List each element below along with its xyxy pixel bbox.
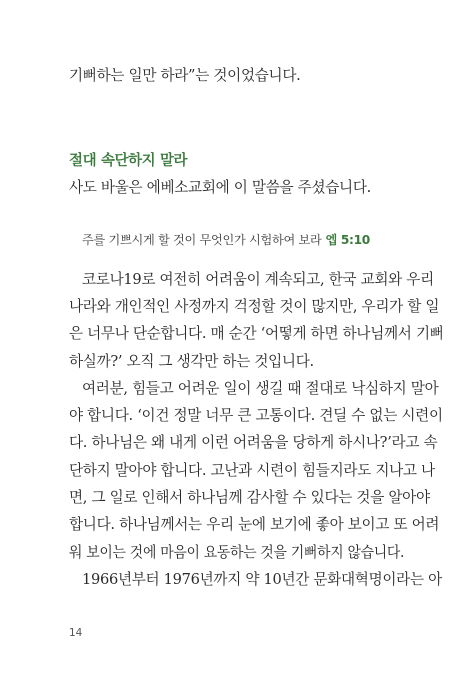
paragraph-2-line-4: 단하지 말아야 합니다. 고난과 시련이 힘들지라도 지나고 나 [69, 462, 435, 479]
verse-reference: 엡 5:10 [325, 233, 370, 247]
paragraph-2-line-5: 면, 그 일로 인해서 하나님께 감사할 수 있다는 것을 알아야 [69, 489, 430, 506]
paragraph-1-line-2: 나라와 개인적인 사정까지 걱정할 것이 많지만, 우리가 할 일 [69, 298, 440, 315]
paragraph-1-line-1: 코로나19로 여전히 어려움이 계속되고, 한국 교회와 우리 [82, 271, 434, 288]
opening-line: 기뻐하는 일만 하라”는 것이었습니다. [69, 67, 301, 84]
paragraph-2-line-3: 다. 하나님은 왜 내게 이런 어려움을 당하게 하시나?’라고 속 [69, 434, 438, 451]
section-heading: 절대 속단하지 말라 [69, 153, 188, 169]
paragraph-2-line-6: 합니다. 하나님께서는 우리 눈에 보기에 좋아 보이고 또 어려 [69, 516, 440, 533]
paragraph-1-line-3: 은 너무나 단순합니다. 매 순간 ‘어떻게 하면 하나님께서 기뻐 [69, 325, 444, 342]
verse-quote [82, 231, 370, 248]
intro-line: 사도 바울은 에베소교회에 이 말씀을 주셨습니다. [69, 179, 371, 196]
paragraph-2-line-2: 야 합니다. ‘이건 정말 너무 큰 고통이다. 견딜 수 없는 시련이 [69, 407, 443, 424]
paragraph-2-line-7: 워 보이는 것에 마음이 요동하는 것을 기뻐하지 않습니다. [69, 544, 405, 561]
paragraph-1-line-4: 하실까?’ 오직 그 생각만 하는 것입니다. [69, 353, 314, 370]
paragraph-2-line-1: 여러분, 힘들고 어려운 일이 생길 때 절대로 낙심하지 말아 [82, 380, 439, 397]
page-number: 14 [69, 627, 83, 639]
verse-text: 주를 기쁘시게 할 것이 무엇인가 시험하여 보라 [82, 233, 322, 247]
paragraph-3-line-1: 1966년부터 1976년까지 약 10년간 문화대혁명이라는 아 [82, 571, 442, 588]
